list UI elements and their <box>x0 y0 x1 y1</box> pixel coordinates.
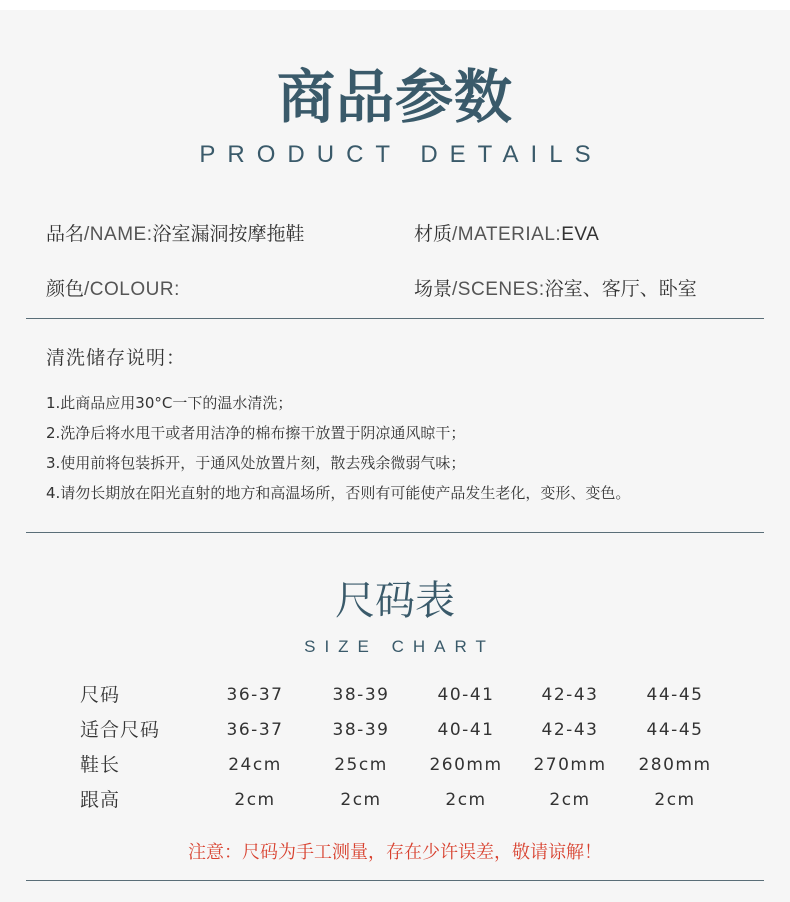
table-cell: 36-37 <box>226 685 284 705</box>
wash-instructions-title: 清洗储存说明： <box>46 347 187 369</box>
info-name-en: NAME: <box>89 224 153 245</box>
info-material-en: MATERIAL: <box>457 224 562 245</box>
divider-middle <box>26 532 764 533</box>
info-material-sep: / <box>452 224 458 245</box>
divider-top <box>26 318 764 319</box>
row-label: 鞋长 <box>80 754 121 776</box>
size-chart-subtitle: SIZE CHART <box>304 637 495 656</box>
info-colour <box>46 276 180 303</box>
info-material-value: EVA <box>561 224 600 245</box>
info-material <box>414 221 599 248</box>
table-cell: 38-39 <box>332 685 390 705</box>
page-subtitle: PRODUCT DETAILS <box>199 141 603 168</box>
divider-bottom <box>26 880 764 881</box>
table-cell: 2cm <box>340 790 382 810</box>
list-item: 3.使用前将包装拆开，于通风处放置片刻，散去残余微弱气味； <box>46 454 466 472</box>
table-cell: 40-41 <box>437 720 495 740</box>
list-item: 2.洗净后将水甩干或者用洁净的棉布擦干放置于阴凉通风晾干； <box>46 424 466 442</box>
info-name-key: 品名 <box>46 223 85 245</box>
table-cell: 2cm <box>445 790 487 810</box>
list-item: 4.请勿长期放在阳光直射的地方和高温场所，否则有可能使产品发生老化，变形、变色。 <box>46 484 631 502</box>
row-label: 适合尺码 <box>80 719 161 741</box>
table-cell: 270mm <box>533 755 607 775</box>
table-cell: 260mm <box>429 755 503 775</box>
info-name-value: 浴室漏洞按摩拖鞋 <box>152 223 305 245</box>
info-colour-key: 颜色 <box>46 278 85 300</box>
list-item: 1.此商品应用30°C一下的温水清洗； <box>46 394 293 412</box>
size-note: 注意：尺码为手工测量，存在少许误差，敬请谅解！ <box>188 842 602 863</box>
table-cell: 2cm <box>654 790 696 810</box>
info-colour-sep: / <box>84 279 90 300</box>
wash-instructions-list <box>46 388 630 508</box>
table-cell: 42-43 <box>541 685 599 705</box>
table-cell: 40-41 <box>437 685 495 705</box>
table-cell: 36-37 <box>226 720 284 740</box>
row-label: 尺码 <box>80 684 121 706</box>
info-scenes-sep: / <box>452 279 458 300</box>
table-cell: 2cm <box>234 790 276 810</box>
info-name <box>46 221 305 248</box>
info-scenes <box>414 276 697 303</box>
table-cell: 42-43 <box>541 720 599 740</box>
table-cell: 44-45 <box>646 685 704 705</box>
table-cell: 25cm <box>334 755 388 775</box>
info-material-key: 材质 <box>414 223 453 245</box>
row-label: 跟高 <box>80 789 121 811</box>
size-chart-title: 尺码表 <box>335 578 455 624</box>
table-cell: 38-39 <box>332 720 390 740</box>
table-cell: 2cm <box>549 790 591 810</box>
info-scenes-en: SCENES: <box>457 279 545 300</box>
table-cell: 44-45 <box>646 720 704 740</box>
table-cell: 24cm <box>228 755 282 775</box>
table-cell: 280mm <box>638 755 712 775</box>
page-title: 商品参数 <box>276 63 513 131</box>
info-colour-en: COLOUR: <box>89 279 180 300</box>
info-scenes-value: 浴室、客厅、卧室 <box>544 278 697 300</box>
info-scenes-key: 场景 <box>414 278 453 300</box>
info-name-sep: / <box>84 224 90 245</box>
